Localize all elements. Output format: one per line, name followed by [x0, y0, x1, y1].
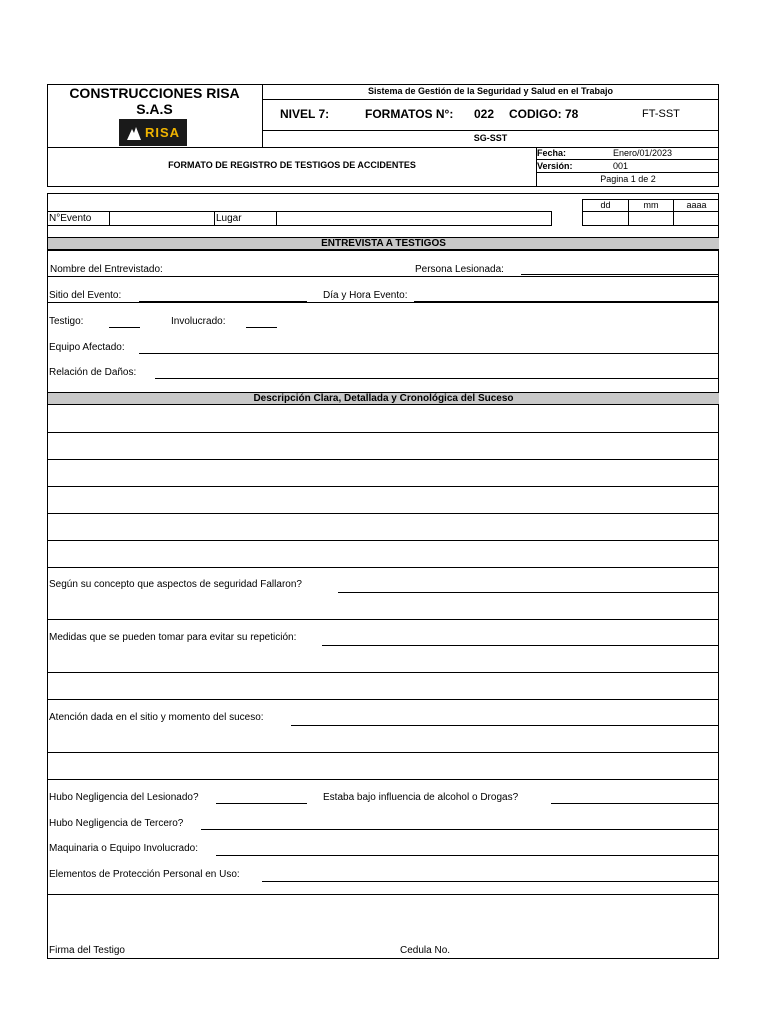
- sitio-label: Sitio del Evento:: [49, 290, 122, 301]
- involucrado-field[interactable]: [246, 327, 277, 328]
- company-name: CONSTRUCCIONES RISA: [69, 85, 240, 101]
- danos-label: Relación de Daños:: [49, 367, 137, 378]
- cedula-label: Cedula No.: [400, 945, 451, 956]
- epp-label: Elementos de Protección Personal en Uso:: [49, 869, 240, 880]
- description-line[interactable]: [47, 432, 719, 433]
- danos-field[interactable]: [155, 378, 719, 379]
- logo-text: RISA: [144, 125, 181, 140]
- fecha-value: Enero/01/2023: [613, 148, 673, 158]
- building-icon: [126, 125, 142, 141]
- codigo-label: CODIGO: 78: [509, 107, 579, 121]
- system-title: Sistema de Gestión de la Seguridad y Salud en el Trabajo: [367, 86, 614, 96]
- year-label: aaaa: [686, 200, 707, 210]
- entrevistado-field[interactable]: [170, 276, 384, 277]
- fallaron-label: Según su concepto que aspectos de seguridad Fallaron?: [49, 579, 302, 590]
- formatos-label: FORMATOS N°:: [365, 107, 454, 121]
- maquinaria-field[interactable]: [216, 855, 719, 856]
- testigo-label: Testigo:: [49, 316, 84, 327]
- page-number: Pagina 1 de 2: [600, 174, 656, 184]
- lesionada-field[interactable]: [521, 274, 719, 275]
- equipo-label: Equipo Afectado:: [49, 342, 125, 353]
- dia-hora-label: Día y Hora Evento:: [323, 290, 408, 301]
- alcohol-label: Estaba bajo influencia de alcohol o Drogas?: [323, 792, 519, 803]
- negligencia-tercero-field[interactable]: [201, 829, 719, 830]
- medidas-field[interactable]: [322, 645, 719, 646]
- testigo-field[interactable]: [109, 327, 140, 328]
- version-label: Versión:: [537, 161, 573, 171]
- lesionada-label: Persona Lesionada:: [415, 264, 504, 275]
- version-value: 001: [613, 161, 629, 171]
- description-line[interactable]: [47, 540, 719, 541]
- maquinaria-label: Maquinaria o Equipo Involucrado:: [49, 843, 198, 854]
- event-row: [47, 211, 552, 226]
- description-line[interactable]: [47, 486, 719, 487]
- negligencia-lesionado-field[interactable]: [216, 803, 307, 804]
- section-descripcion: Descripción Clara, Detallada y Cronológica del Suceso: [48, 392, 719, 405]
- description-line[interactable]: [47, 513, 719, 514]
- formato-number: 022: [474, 107, 495, 121]
- section-entrevista: ENTREVISTA A TESTIGOS: [48, 237, 719, 250]
- form-title: FORMATO DE REGISTRO DE TESTIGOS DE ACCIDENTES: [168, 160, 416, 170]
- company-suffix: S.A.S: [136, 101, 173, 117]
- firma-label: Firma del Testigo: [49, 945, 125, 956]
- atencion-field[interactable]: [291, 725, 719, 726]
- description-line[interactable]: [47, 459, 719, 460]
- alcohol-field[interactable]: [551, 803, 719, 804]
- epp-field[interactable]: [262, 881, 719, 882]
- medidas-line[interactable]: [47, 672, 719, 673]
- sitio-field[interactable]: [139, 301, 307, 302]
- atencion-label: Atención dada en el sitio y momento del suceso:: [49, 712, 264, 723]
- entrevistado-label: Nombre del Entrevistado:: [50, 264, 163, 275]
- month-label: mm: [643, 200, 659, 210]
- description-line[interactable]: [47, 567, 719, 568]
- medidas-label: Medidas que se pueden tomar para evitar su repetición:: [49, 632, 297, 643]
- negligencia-lesionado-label: Hubo Negligencia del Lesionado?: [49, 792, 199, 803]
- lugar-label: Lugar: [216, 213, 242, 224]
- fecha-label: Fecha:: [537, 148, 567, 158]
- fallaron-field[interactable]: [338, 592, 719, 593]
- evento-number-label: N°Evento: [49, 213, 92, 224]
- negligencia-tercero-label: Hubo Negligencia de Tercero?: [49, 818, 184, 829]
- sg-sst-label: SG-SST: [473, 133, 508, 143]
- involucrado-label: Involucrado:: [171, 316, 226, 327]
- dia-hora-field[interactable]: [414, 301, 719, 302]
- nivel-label: NIVEL 7:: [280, 107, 330, 121]
- ft-code: FT-SST: [642, 108, 680, 120]
- equipo-field[interactable]: [139, 353, 719, 354]
- atencion-line[interactable]: [47, 752, 719, 753]
- day-label: dd: [600, 200, 611, 210]
- company-logo: [119, 119, 187, 146]
